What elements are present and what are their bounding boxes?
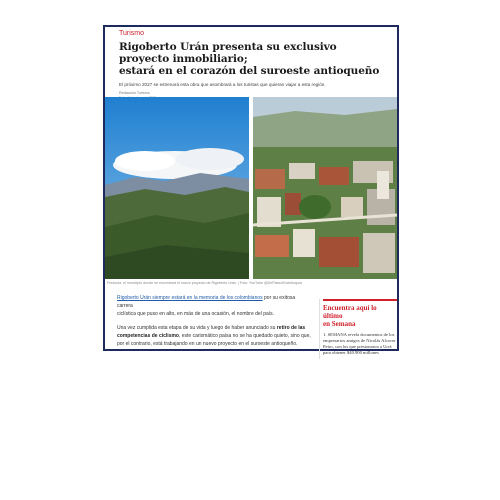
landscape-photo bbox=[105, 97, 249, 279]
paragraph-1-text-b: ciclística que puso en alto, en más de una ocasión, el nombre del país. bbox=[117, 311, 275, 317]
aside-title-line-1: Encuentra aquí lo último bbox=[323, 304, 377, 320]
article-header bbox=[105, 27, 397, 101]
photo-caption: Fredonia, el municipio donde se encontrará el nuevo proyecto de Rigoberto Urán. | Foto: YouTube @DePaseoEnAntioquia bbox=[107, 281, 302, 285]
headline-line-2: estará en el corazón del suroeste antioqueño bbox=[119, 65, 380, 77]
article-subhead: El próximo 2027 se estrenará esta obra que asombrará a los turistas que quieran viajar a esta región. bbox=[119, 82, 326, 87]
paragraph-2-text-b: , este carismático paisa no se ha quedado quieto, sino que, bbox=[178, 333, 311, 339]
article-frame bbox=[103, 25, 399, 355]
collage-divider bbox=[249, 97, 253, 279]
headline-line-1: Rigoberto Urán presenta su exclusivo proyecto inmobiliario; bbox=[119, 41, 337, 65]
article-headline bbox=[119, 41, 383, 77]
article-link[interactable]: Rigoberto Urán siempre estará en la memoria de los colombianos bbox=[117, 295, 263, 301]
paragraph-2 bbox=[117, 324, 312, 348]
town-aerial-photo bbox=[253, 97, 397, 279]
paragraph-1-text-a: por su exitosa carrera bbox=[117, 295, 296, 309]
paragraph-2-text-a: Una vez cumplida esta etapa de su vida y luego de haber anunciado su bbox=[117, 325, 277, 331]
section-label[interactable]: Turismo bbox=[119, 30, 145, 37]
byline-author[interactable]: Redacción Turismo bbox=[119, 91, 150, 95]
article-body bbox=[117, 294, 312, 354]
aside-title-line-2: en Semana bbox=[323, 320, 356, 328]
photo-collage bbox=[105, 97, 397, 279]
paragraph-2-bold-a: retiro de las bbox=[276, 325, 306, 331]
latest-news-aside bbox=[319, 299, 397, 359]
paragraph-2-text-c: por el contrario, está trabajando en un nuevo proyecto en el suroeste antioqueño. bbox=[117, 341, 298, 347]
aside-title bbox=[323, 304, 397, 328]
aside-news-item[interactable]: 1. SEMANA revela documentos de los empresarios amigos de Nicolás Alcocer Petro, con los que presionaron a Urrá para obtener $40.900 millones bbox=[323, 332, 396, 355]
paragraph-2-bold-b: competencias de ciclismo bbox=[117, 333, 179, 339]
article-photo bbox=[105, 97, 397, 279]
paragraph-1 bbox=[117, 294, 312, 318]
aside-accent-rule bbox=[323, 299, 397, 301]
